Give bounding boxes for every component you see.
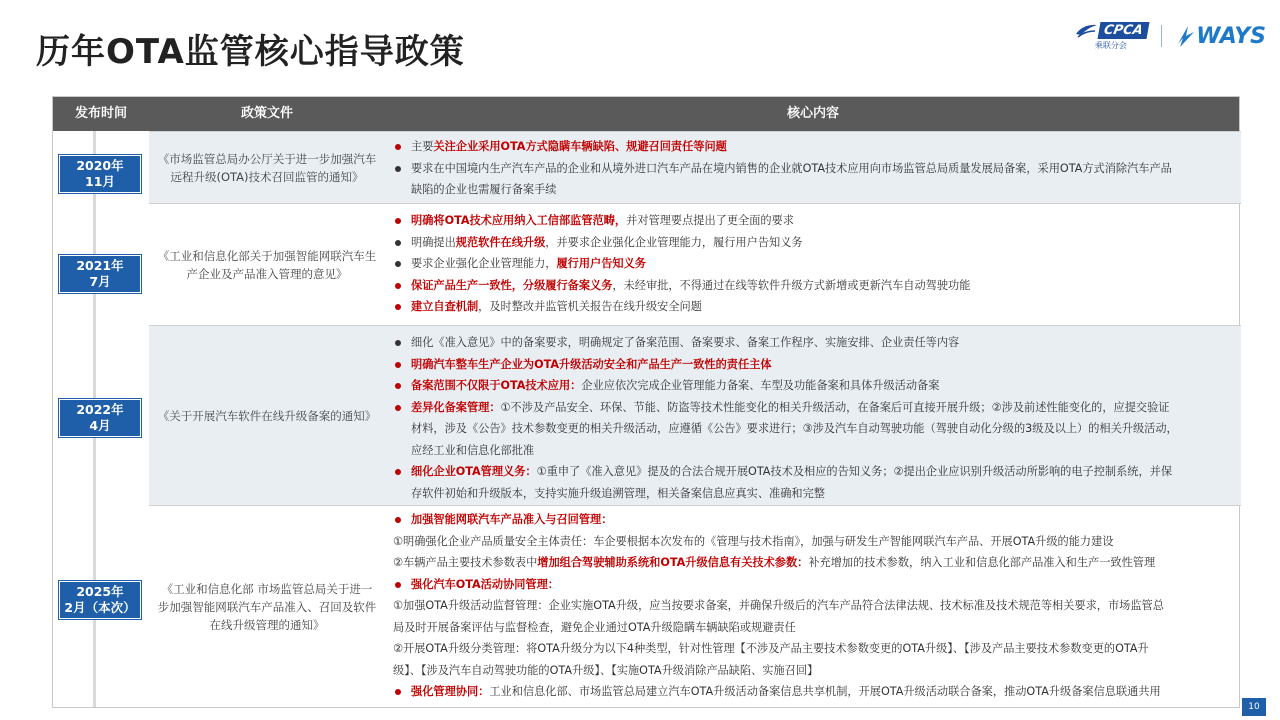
table-row: [149, 505, 1241, 707]
table-row: [149, 203, 1241, 325]
content-line: ①加强OTA升级活动监督管理：企业实施OTA升级，应当按要求备案，并确保升级后的汽车产品符合法律法规、技术标准及技术规范等相关要求，市场监管总: [393, 599, 1164, 612]
date-label: 2022年 4月: [59, 399, 141, 437]
table-header: [53, 97, 1239, 131]
cpca-logo-subtitle: 乘联分会: [1094, 40, 1127, 50]
policy-document: 《工业和信息化部关于加强智能网联汽车生产企业及产品准入管理的意见》: [157, 248, 377, 281]
content-line: 细化企业OTA管理义务：①重申了《准入意见》提及的合法合规开展OTA技术及相应的告知义务；②提出企业应识别升级活动所影响的电子控制系统，并保: [393, 461, 1235, 483]
policy-document: 《市场监管总局办公厅关于进一步加强汽车远程升级(OTA)技术召回监管的通知》: [157, 151, 377, 184]
policy-document: 《工业和信息化部 市场监管总局关于进一步加强智能网联汽车产品准入、召回及软件在线升级管理的通知》: [157, 581, 377, 632]
content-line: 局及时开展备案评估与监督检查，避免企业通过OTA升级隐瞒车辆缺陷或规避责任: [393, 620, 796, 634]
core-content: [393, 210, 1235, 318]
logo-divider: [1161, 25, 1162, 47]
date-label: 2025年 2月（本次）: [59, 581, 141, 619]
table-row: [149, 325, 1241, 505]
content-line: 存软件初始和升级版本，支持实施升级追溯管理，相关备案信息应真实、准确和完整: [411, 486, 825, 500]
core-content: [393, 509, 1235, 703]
content-line: 差异化备案管理：①不涉及产品安全、环保、节能、防盗等技术性能变化的相关升级活动，在备案后可直接开展升级；②涉及前述性能变化的，应提交验证: [393, 397, 1235, 419]
logo-group: [1075, 22, 1266, 50]
header-time: 发布时间: [74, 106, 127, 121]
cpca-logo-text: CPCA: [1097, 22, 1149, 39]
content-line: ①明确强化企业产品质量安全主体责任：车企要根据本次发布的《管理与技术指南》，加强与研发生产智能网联汽车产品、开展OTA升级的能力建设: [393, 534, 1114, 548]
content-line: ②车辆产品主要技术参数表中增加组合驾驶辅助系统和OTA升级信息有关技术参数：补充增加的技术参数，纳入工业和信息化部产品准入和生产一致性管理: [393, 556, 1156, 569]
policy-table: [52, 96, 1240, 708]
content-line: 材料，涉及《公告》技术参数变更的相关升级活动，应遵循《公告》要求进行；③涉及汽车自动驾驶功能（驾驶自动化分级的3级及以上）的相关升级活动，: [411, 422, 1178, 435]
cpca-wing-icon: [1075, 22, 1099, 38]
content-line: 级】、【涉及汽车自动驾驶功能的OTA升级】、【实施OTA升级消除产品缺陷、实施召回】: [393, 663, 819, 677]
header-doc: 政策文件: [240, 106, 293, 121]
core-content: [393, 332, 1235, 504]
date-label: 2020年 11月: [59, 155, 141, 193]
table-row: [149, 131, 1241, 203]
content-line: 明确将OTA技术应用纳入工信部监管范畴，并对管理要点提出了更全面的要求: [393, 210, 1235, 232]
content-line: 保证产品生产一致性，分级履行备案义务，未经审批，不得通过在线等软件升级方式新增或更新汽车自动驾驶功能: [393, 275, 1235, 297]
policy-document: 《关于开展汽车软件在线升级备案的通知》: [157, 408, 377, 423]
content-line: 备案范围不仅限于OTA技术应用：企业应依次完成企业管理能力备案、车型及功能备案和具体升级活动备案: [393, 375, 1235, 397]
ways-swoosh-icon: [1174, 24, 1196, 48]
content-line: 加强智能网联汽车产品准入与召回管理：: [393, 509, 1235, 531]
content-line: 应经工业和信息化部批准: [411, 443, 535, 457]
content-line: 明确提出规范软件在线升级，并要求企业强化企业管理能力，履行用户告知义务: [393, 232, 1235, 254]
content-line: 要求企业强化企业管理能力，履行用户告知义务: [393, 253, 1235, 275]
content-line: 要求在中国境内生产汽车产品的企业和从境外进口汽车产品在境内销售的企业就OTA技术应用向市场监管总局质量发展局备案，采用OTA方式消除汽车产品: [393, 158, 1235, 180]
header-core: 核心内容: [786, 106, 839, 121]
page-number: 10: [1242, 698, 1266, 716]
content-line: 建立自查机制，及时整改并监管机关报告在线升级安全问题: [393, 296, 1235, 318]
content-line: 强化汽车OTA活动协同管理：: [393, 574, 1235, 596]
ways-logo: [1174, 24, 1266, 49]
page-title: 历年OTA监管核心指导政策: [36, 32, 465, 72]
content-line: 细化《准入意见》中的备案要求，明确规定了备案范围、备案要求、备案工作程序、实施安排、企业责任等内容: [393, 332, 1235, 354]
core-content: [393, 136, 1235, 201]
content-line: 明确汽车整车生产企业为OTA升级活动安全和产品生产一致性的责任主体: [393, 354, 1235, 376]
content-line: 主要关注企业采用OTA方式隐瞒车辆缺陷、规避召回责任等问题: [393, 136, 1235, 158]
date-label: 2021年 7月: [59, 255, 141, 293]
cpca-logo: [1075, 22, 1148, 51]
content-line: ②开展OTA升级分类管理：将OTA升级分为以下4种类型，针对性管理【不涉及产品主要技术参数变更的OTA升级】、【涉及产品主要技术参数变更的OTA升: [393, 642, 1149, 655]
content-line: 缺陷的企业也需履行备案手续: [411, 183, 557, 196]
content-line: 强化管理协同：工业和信息化部、市场监管总局建立汽车OTA升级活动备案信息共享机制，开展OTA升级活动联合备案，推动OTA升级备案信息联通共用: [393, 681, 1235, 703]
ways-logo-text: WAYS: [1196, 23, 1266, 49]
